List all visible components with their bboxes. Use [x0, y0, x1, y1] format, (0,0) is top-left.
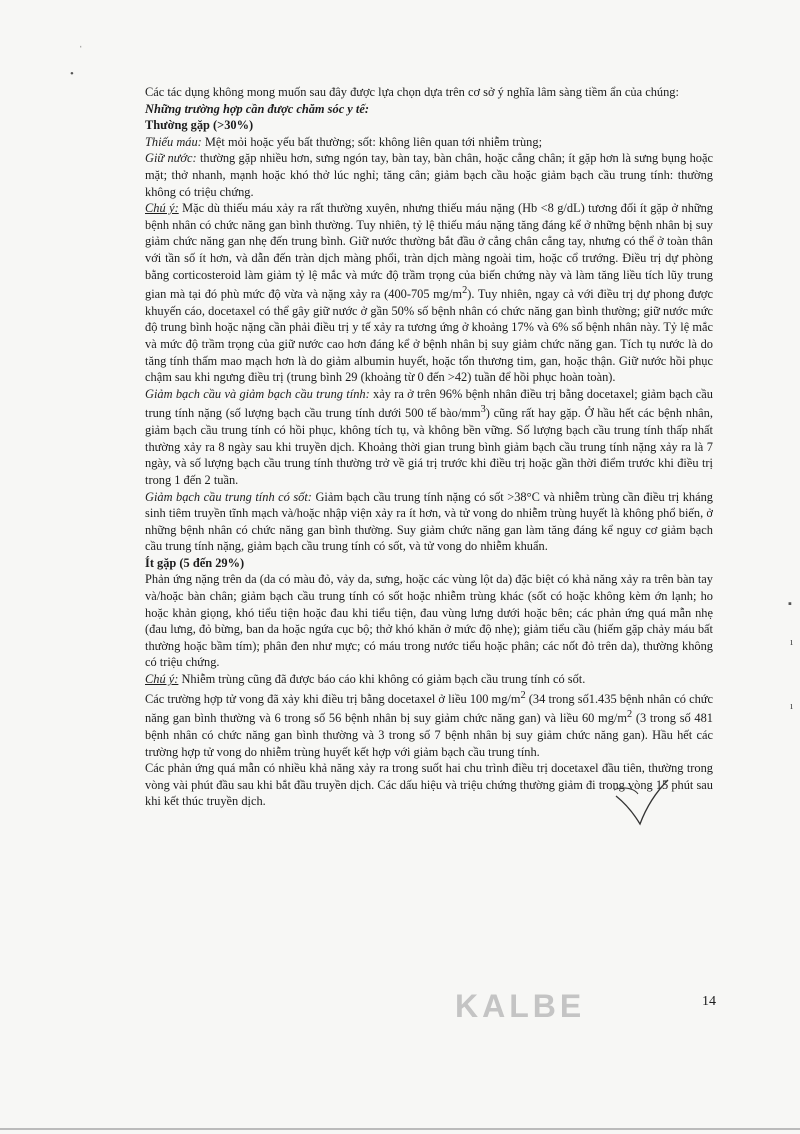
anemia-text: Mệt mỏi hoặc yếu bất thường; sốt: không liên quan tới nhiễm trùng;	[201, 134, 543, 149]
deaths-paragraph	[145, 688, 713, 761]
febrile-text: Giảm bạch cầu trung tính nặng có sốt >38°C và nhiễm trùng cần điều trị kháng sinh tiêm truyền tĩnh mạch và/hoặc nhập viện xảy ra ít hơn, và tử vong do nhiễm trùng huyết là không phổ biến, ở những bệnh nhân có chức năng gan bình thường. Suy giảm chức năng gan làm tăng đáng kể nguy cơ giảm bạch cầu trung tính nặng, giảm bạch cầu trung tính có sốt, và tử vong do nhiễm khuẩn.	[145, 489, 713, 554]
note2-label: Chú ý:	[145, 672, 179, 687]
note1-text-b: ). Tuy nhiên, ngay cả với điều trị dự phong được khuyến cáo, docetaxel có thể gây giữ nước ở gần 50% số bệnh nhân có chức năng gan bình thường; giữ nước mức độ trung bình hoặc nặng cần phải điều trị y tế xảy ra tương ứng ở khoảng 17% và 6% số bệnh nhân này. Tỷ lệ mắc và mức độ trầm trọng của giữ nước cao hơn đáng kể ở bệnh nhân bị suy giảm chức năng gan. Tích tụ nước là do tăng tính thấm mao mạch hơn là do giảm albumin huyết, hoặc tổn thương tim, gan, hoặc thận. Giữ nước hồi phục chậm sau khi ngưng điều trị (trung bình 29 (khoảng từ 0 đến >42) tuần để hồi phục hoàn toàn).	[145, 287, 713, 385]
fluid-label: Giữ nước:	[145, 151, 197, 166]
kalbe-stamp: KALBE	[455, 988, 586, 1024]
note2-text: Nhiễm trùng cũng đã được báo cáo khi không có giảm bạch cầu trung tính có sốt.	[178, 672, 586, 687]
heading-less-common: Ít gặp (5 đến 29%)	[145, 555, 245, 570]
heading-common: Thường gặp (>30%)	[145, 118, 254, 133]
note2-paragraph	[145, 671, 713, 688]
neutropenia-text-a: xảy ra ở trên 96% bệnh nhân điều trị bằng docetaxel; giảm bạch cầu trung tính nặng (số lượng bạch cầu trung tính dưới 500 tế bào/mm	[145, 386, 713, 421]
neutropenia-label: Giảm bạch cầu và giảm bạch cầu trung tính:	[145, 386, 370, 401]
deaths-text-b: (34 trong số1.435 bệnh nhân có chức năng gan bình thường và 6 trong số 56 bệnh nhân bị suy giảm chức năng gan) và liều 60 mg/m	[145, 691, 713, 726]
deaths-sup-2: 2	[626, 709, 633, 721]
scan-mark: ▪	[788, 598, 792, 610]
deaths-sup-1: 2	[520, 689, 526, 701]
anemia-paragraph	[145, 134, 713, 151]
page-number: 14	[702, 994, 716, 1009]
scan-mark: ı	[790, 700, 794, 712]
note1-sup: 2	[462, 285, 468, 297]
note1-label: Chú ý:	[145, 201, 179, 216]
intro-paragraph: Các tác dụng không mong muốn sau đây được lựa chọn dựa trên cơ sở ý nghĩa lâm sàng tiềm ẩn của chúng:	[145, 85, 679, 99]
less-common-paragraph: Phản ứng nặng trên da (da có màu đỏ, vảy da, sưng, hoặc các vùng lột da) đặc biệt có khả năng xảy ra trên bàn tay và/hoặc bàn chân; giảm bạch cầu trung tính có sốt hoặc nhiễm trùng khác (sốt có hoặc không kèm ớn lạnh; ho hoặc khản giọng, khó tiểu tiện hoặc đau khi tiểu tiện, đau vùng lưng dưới hoặc bên; các phản ứng quá mẫn nhẹ (đau lưng, đỏ bừng, ban da hoặc ngứa cục bộ; thở khó khăn ở mức độ nhẹ); giảm tiểu cầu (hiếm gặp chảy máu bất thường hoặc bầm tím); phân đen như mực; có máu trong nước tiểu hoặc phân; các nốt đỏ trên da), thường không có triệu chứng.	[145, 572, 713, 670]
scan-mark: ˌ	[79, 36, 83, 48]
fluid-paragraph	[145, 150, 713, 200]
anemia-label: Thiếu máu:	[145, 134, 202, 149]
deaths-text-c: (3 trong số 481 bệnh nhân có chức năng gan bình thường và 3 trong số 7 bệnh nhân bị suy giảm chức năng gan). Hầu hết các trường hợp tử vong do nhiễm trùng huyết kết hợp với giảm bạch cầu trung tính.	[145, 711, 713, 759]
neutropenia-sup: 3	[480, 404, 486, 416]
febrile-paragraph	[145, 489, 713, 555]
heading-medical-care: Những trường hợp cần được chăm sóc y tế:	[145, 101, 369, 116]
document-body	[145, 84, 713, 810]
note1-paragraph	[145, 200, 713, 386]
note1-text-a: Mặc dù thiếu máu xảy ra rất thường xuyên, nhưng thiếu máu nặng (Hb <8 g/dL) tương đối ít gặp ở những bệnh nhân có chức năng gan bình thường. Tuy nhiên, tỷ lệ thiếu máu nặng tăng đáng kể ở những bệnh nhân bị suy giảm chức năng gan nhẹ đến trung bình. Giữ nước thường bắt đầu ở cẳng chân cẳng tay, nhưng có thể ở toàn thân với tần số ít hơn, và dẫn đến tràn dịch màng phổi, tràn dịch màng ngoài tim, hoặc cổ trướng. Điều trị dự phòng bằng corticosteroid làm giảm tỷ lệ mắc và mức độ trầm trọng của biến chứng này và làm tăng liều tích lũy trung gian mà tại đó phù mức độ vừa và nặng xảy ra (400-705 mg/m	[145, 201, 713, 302]
hypersensitivity-paragraph: Các phản ứng quá mẫn có nhiều khả năng xảy ra trong suốt hai chu trình điều trị docetaxel đầu tiên, thường trong vòng vài phút đầu sau khi bắt đầu truyền dịch. Các dấu hiệu và triệu chứng thường giảm đi trong vòng 15 phút sau khi kết thúc truyền dịch.	[145, 761, 713, 809]
neutropenia-text-b: ) cũng rất hay gặp. Ở hầu hết các bệnh nhân, giảm bạch cầu trung tính có hồi phục, không tích tụ, và không bền vững. Số lượng bạch cầu trung tính thấp nhất thường xảy ra 8 ngày sau khi truyền dịch. Khoảng thời gian trung bình giảm bạch cầu trung tính nặng xảy ra là 7 ngày, và số lượng bạch cầu trung tính thường trở về giá trị trước khi điều trị hoặc gần thời điểm trước khi điều trị trong 1 đến 2 tuần.	[145, 406, 713, 487]
scan-border	[0, 1128, 800, 1130]
fluid-text: thường gặp nhiều hơn, sưng ngón tay, bàn tay, bàn chân, hoặc cẳng chân; ít gặp hơn là sưng bụng hoặc mặt; thở nhanh, mạnh hoặc khó thở lúc nghỉ; tăng cân; giảm bạch cầu hoặc giảm bạch cầu trung tính: thường không có triệu chứng.	[145, 151, 713, 199]
deaths-text-a: Các trường hợp tử vong đã xảy khi điều trị bằng docetaxel ở liều 100 mg/m	[145, 691, 521, 706]
febrile-label: Giảm bạch cầu trung tính có sốt:	[145, 489, 312, 504]
neutropenia-paragraph	[145, 386, 713, 489]
handwritten-checkmark	[612, 774, 672, 834]
scan-dot: •	[70, 68, 74, 80]
scan-mark: ı	[790, 636, 794, 648]
